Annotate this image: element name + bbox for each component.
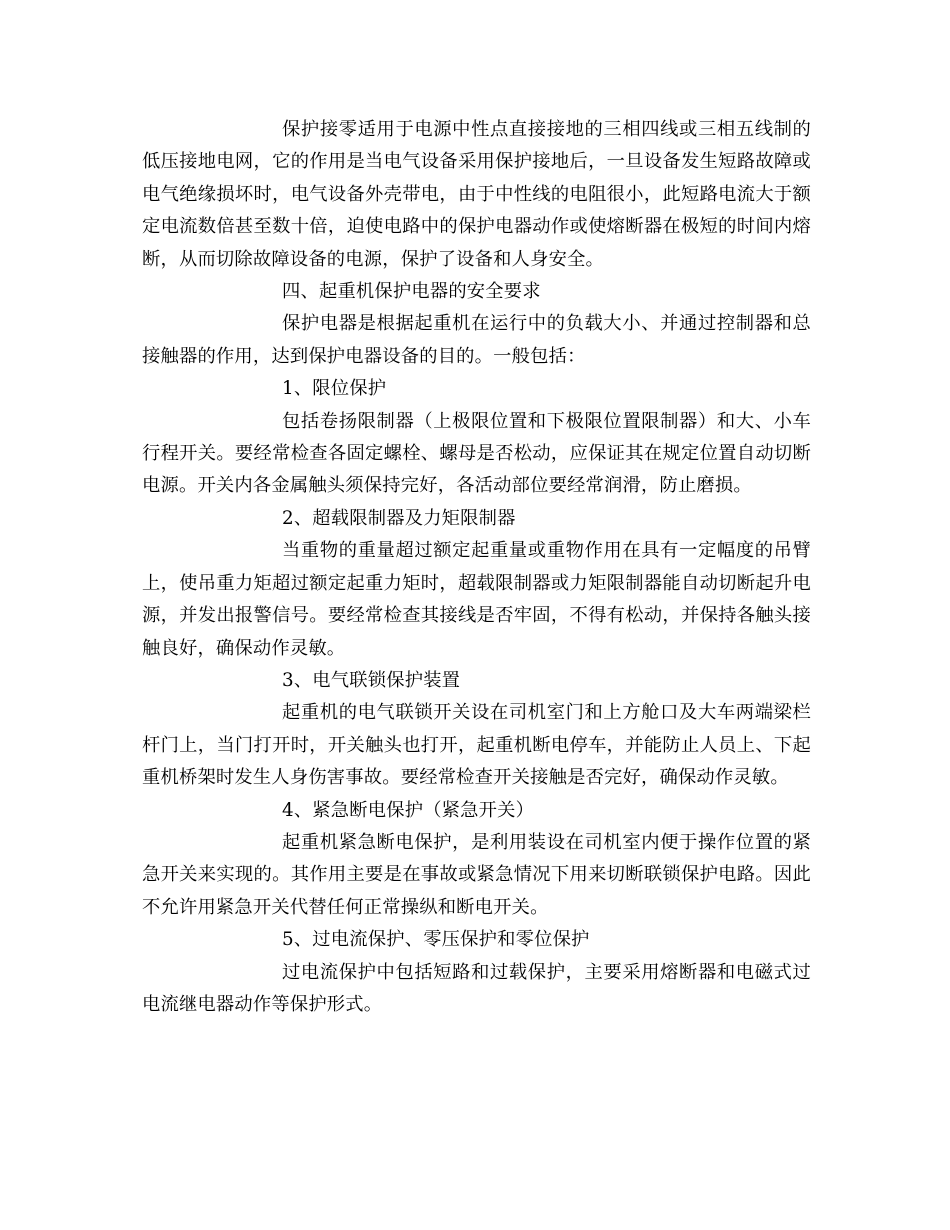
document-page	[142, 114, 811, 1021]
paragraph-limit-protection: 包括卷扬限制器（上极限位置和下极限位置限制器）和大、小车行程开关。要经常检查各固定螺栓、螺母是否松动，应保证其在规定位置自动切断电源。开关内各金属触头须保持完好，各活动部位要经常润滑，防止磨损。	[142, 410, 811, 497]
section-heading-4: 四、起重机保护电器的安全要求	[282, 281, 541, 303]
paragraph-protective-devices-intro: 保护电器是根据起重机在运行中的负载大小、并通过控制器和总接触器的作用，达到保护电器设备的目的。一般包括：	[142, 313, 811, 367]
subheading-emergency-stop: 4、紧急断电保护（紧急开关）	[282, 799, 535, 821]
paragraph-protective-neutral: 保护接零适用于电源中性点直接接地的三相四线或三相五线制的低压接地电网，它的作用是当电气设备采用保护接地后，一旦设备发生短路故障或电气绝缘损坏时，电气设备外壳带电，由于中性线的电阻很小，此短路电流大于额定电流数倍甚至数十倍，迫使电路中的保护电器动作或使熔断器在极短的时间内熔断，从而切除故障设备的电源，保护了设备和人身安全。	[142, 119, 811, 270]
paragraph-overload-limiter: 当重物的重量超过额定起重量或重物作用在具有一定幅度的吊臂上，使吊重力矩超过额定起重力矩时，超载限制器或力矩限制器能自动切断起升电源，并发出报警信号。要经常检查其接线是否牢固，不得有松动，并保持各触头接触良好，确保动作灵敏。	[142, 540, 811, 659]
subheading-overload-limiter: 2、超载限制器及力矩限制器	[282, 507, 516, 529]
paragraph-emergency-stop: 起重机紧急断电保护，是利用装设在司机室内便于操作位置的紧急开关来实现的。其作用主要是在事故或紧急情况下用来切断联锁保护电路。因此不允许用紧急开关代替任何正常操纵和断电开关。	[142, 831, 811, 918]
subheading-overcurrent: 5、过电流保护、零压保护和零位保护	[282, 929, 590, 951]
paragraph-overcurrent: 过电流保护中包括短路和过载保护，主要采用熔断器和电磁式过电流继电器动作等保护形式。	[142, 961, 811, 1015]
subheading-interlock: 3、电气联锁保护装置	[282, 669, 461, 691]
paragraph-interlock: 起重机的电气联锁开关设在司机室门和上方舱口及大车两端梁栏杆门上，当门打开时，开关触头也打开，起重机断电停车，并能防止人员上、下起重机桥架时发生人身伤害事故。要经常检查开关接触是否完好，确保动作灵敏。	[142, 702, 811, 789]
subheading-limit-protection: 1、限位保护	[282, 378, 387, 400]
